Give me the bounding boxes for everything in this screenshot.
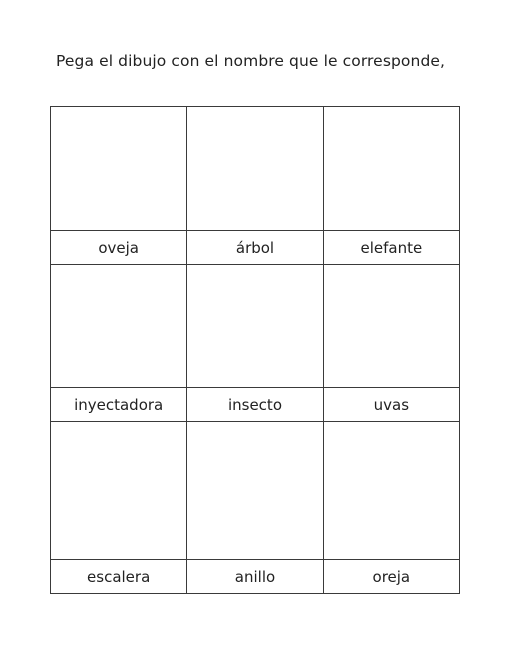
picture-row xyxy=(51,422,460,560)
picture-row xyxy=(51,265,460,388)
picture-box xyxy=(187,265,323,388)
word-label: elefante xyxy=(323,231,459,265)
name-row xyxy=(51,388,460,422)
word-label: anillo xyxy=(187,560,323,594)
picture-box xyxy=(51,265,187,388)
picture-box xyxy=(323,265,459,388)
instruction-text: Pega el dibujo con el nombre que le corresponde, xyxy=(56,52,446,70)
word-label: uvas xyxy=(323,388,459,422)
word-label: insecto xyxy=(187,388,323,422)
name-row xyxy=(51,231,460,265)
worksheet-grid xyxy=(50,106,460,594)
picture-row xyxy=(51,107,460,231)
name-row xyxy=(51,560,460,594)
picture-box xyxy=(51,107,187,231)
word-label: escalera xyxy=(51,560,187,594)
word-label: oreja xyxy=(323,560,459,594)
word-label: árbol xyxy=(187,231,323,265)
picture-box xyxy=(323,107,459,231)
picture-box xyxy=(187,107,323,231)
word-label: oveja xyxy=(51,231,187,265)
picture-box xyxy=(51,422,187,560)
picture-box xyxy=(187,422,323,560)
picture-box xyxy=(323,422,459,560)
word-label: inyectadora xyxy=(51,388,187,422)
